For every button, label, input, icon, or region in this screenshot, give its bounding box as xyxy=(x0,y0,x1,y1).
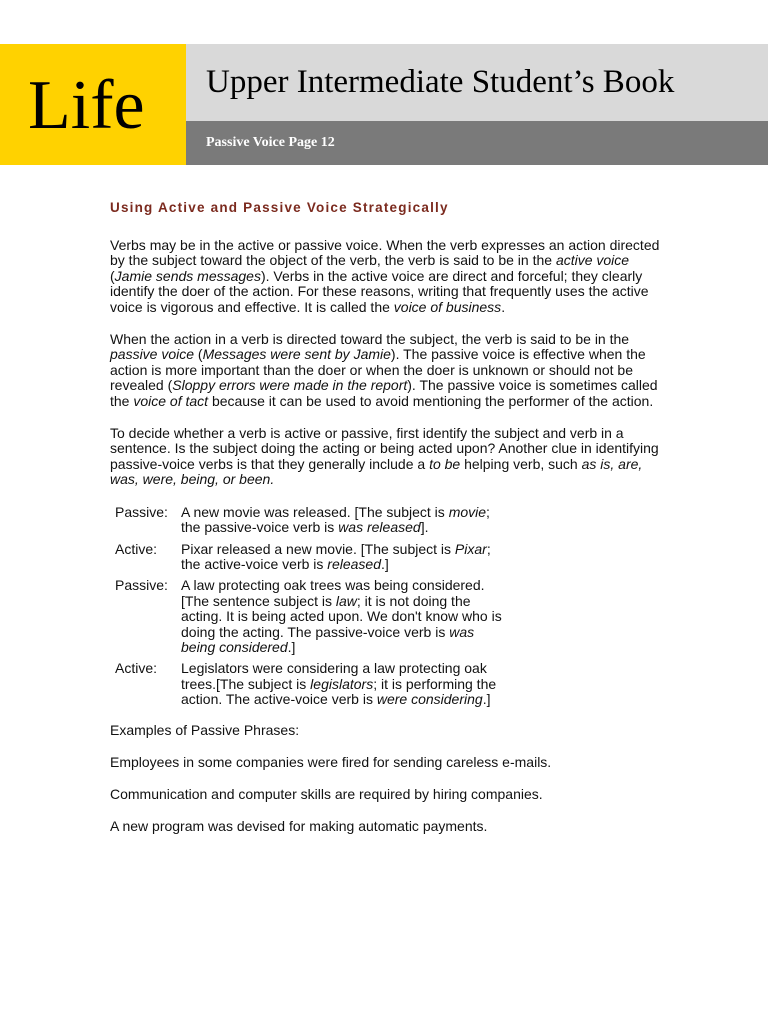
example-label: Passive: xyxy=(115,577,168,594)
section-heading: Using Active and Passive Voice Strategically xyxy=(110,200,449,215)
emphasis: were considering xyxy=(376,691,483,708)
emphasis: as is, are, was, were, being, or been. xyxy=(110,455,643,488)
example-label: Active: xyxy=(115,540,158,557)
emphasis: Sloppy errors were made in the report xyxy=(172,377,408,394)
logo xyxy=(0,44,186,165)
text-run: Legislators were considering a law protecting oak trees.[The subject is xyxy=(181,660,487,692)
examples-list xyxy=(110,505,670,708)
text-run: A new movie was released. [The subject is xyxy=(181,503,449,520)
passive-phrase: Employees in some companies were fired for sending careless e-mails. xyxy=(110,753,552,770)
example-label: Passive: xyxy=(115,503,168,520)
emphasis: law xyxy=(335,592,357,609)
text-run: .] xyxy=(287,638,296,655)
paragraph-active-voice xyxy=(110,238,670,315)
page-header xyxy=(0,44,768,165)
emphasis: released xyxy=(327,555,381,572)
text-run: ; the passive-voice verb is xyxy=(181,503,490,536)
text-run: ; it is not doing the acting. It is being acted upon. We don't know who is doing the acting. The passive-voice verb is xyxy=(181,592,502,640)
text-run: Pixar released a new movie. [The subject is xyxy=(181,540,455,557)
text-run: because it can be used to avoid mentioning the performer of the action. xyxy=(208,392,654,409)
emphasis: voice of tact xyxy=(133,392,209,409)
paragraph-identify-verbs xyxy=(110,426,670,488)
phrases-heading: Examples of Passive Phrases: xyxy=(110,721,300,738)
example-text xyxy=(181,542,506,573)
text-run: helping verb, such xyxy=(460,455,582,472)
emphasis: Jamie sends messages xyxy=(114,267,261,284)
subtitle-band xyxy=(186,121,768,165)
emphasis: Messages were sent by Jamie xyxy=(202,346,391,363)
text-run: When the action in a verb is directed toward the subject, the verb is said to be in the xyxy=(110,331,630,348)
emphasis: was released xyxy=(338,519,421,536)
passive-phrase: A new program was devised for making automatic payments. xyxy=(110,817,488,834)
text-run: .] xyxy=(482,691,491,708)
text-run: A law protecting oak trees was being considered. [The sentence subject is xyxy=(181,577,485,609)
emphasis: voice of business xyxy=(393,298,502,315)
example-item xyxy=(110,542,670,573)
emphasis: legislators xyxy=(310,675,374,692)
text-run: .] xyxy=(381,555,389,572)
text-run: ; the active-voice verb is xyxy=(181,540,491,572)
example-text xyxy=(181,661,506,707)
text-run: ( xyxy=(110,267,115,284)
text-run: ). Verbs in the active voice are direct and forceful; they clearly identify the doer of the action. For these reasons, writing that frequently uses the active voice is vigorous and effective. It is called the xyxy=(110,267,649,315)
text-run: To decide whether a verb is active or passive, first identify the subject and verb in a sentence. Is the subject doing the acting or being acted upon? Another clue in identifying passive-voice verbs is that they generally include a xyxy=(110,425,659,472)
document-body xyxy=(110,198,670,850)
emphasis: movie xyxy=(448,503,487,520)
emphasis: active voice xyxy=(555,252,630,269)
book-title: Upper Intermediate Student’s Book xyxy=(206,64,675,100)
text-run: ; it is performing the action. The active-voice verb is xyxy=(181,675,497,708)
example-item xyxy=(110,578,670,655)
text-run: ). The passive voice is sometimes called the xyxy=(110,377,658,409)
logo-text: Life xyxy=(28,67,145,144)
emphasis: passive voice xyxy=(110,346,195,363)
example-text xyxy=(181,578,506,655)
text-run: . xyxy=(501,298,506,315)
emphasis: Pixar xyxy=(454,540,487,557)
passive-phrase: Communication and computer skills are required by hiring companies. xyxy=(110,785,543,802)
text-run: ). The passive voice is effective when the action is more important than the doer or when the doer is unknown or should not be revealed ( xyxy=(110,346,646,394)
paragraph-passive-voice xyxy=(110,332,670,409)
emphasis: was being considered xyxy=(181,623,475,655)
example-label: Active: xyxy=(115,660,158,677)
text-run: Verbs may be in the active or passive voice. When the verb expresses an action directed by the subject toward the object of the verb, the verb is said to be in the xyxy=(110,237,660,269)
example-item xyxy=(110,505,670,536)
example-item xyxy=(110,661,670,707)
text-run: ( xyxy=(194,346,203,363)
title-band xyxy=(186,44,768,121)
emphasis: to be xyxy=(429,455,461,472)
text-run: ]. xyxy=(420,519,429,536)
example-text xyxy=(181,505,506,536)
page-subtitle: Passive Voice Page 12 xyxy=(206,135,335,150)
